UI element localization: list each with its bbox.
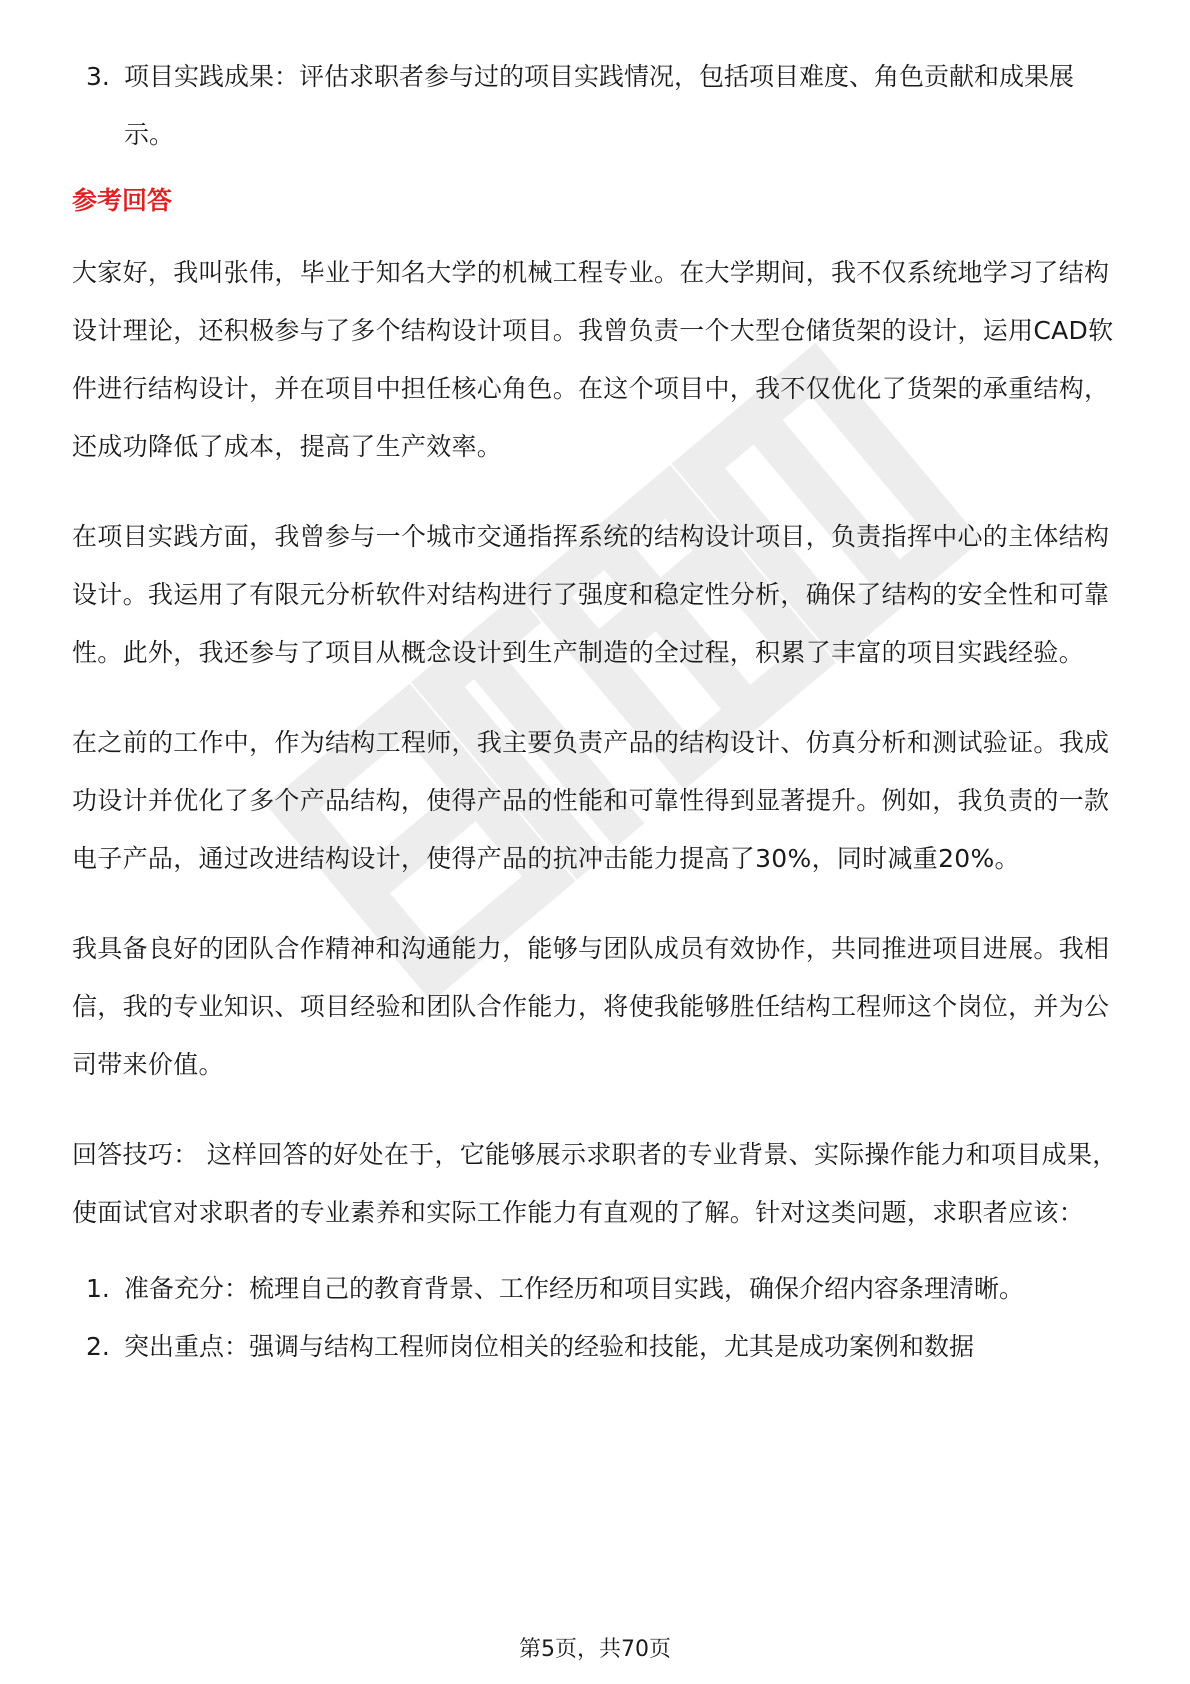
list-item-text: 突出重点：强调与结构工程师岗位相关的经验和技能，尤其是成功案例和数据 <box>124 1332 975 1361</box>
answer-paragraph: 在项目实践方面，我曾参与一个城市交通指挥系统的结构设计项目，负责指挥中心的主体结构设计。我运用了有限元分析软件对结构进行了强度和稳定性分析，确保了结构的安全性和可靠性。此外，我还参与了项目从概念设计到生产制造的全过程，积累了丰富的项目实践经验。 <box>72 522 1110 667</box>
criteria-list <box>72 48 1118 164</box>
list-item-text: 准备充分：梳理自己的教育背景、工作经历和项目实践，确保介绍内容条理清晰。 <box>124 1274 1025 1303</box>
list-item <box>72 1318 1118 1376</box>
list-item <box>72 1260 1118 1318</box>
tips-paragraph: 回答技巧： 这样回答的好处在于，它能够展示求职者的专业背景、实际操作能力和项目成果，使面试官对求职者的专业素养和实际工作能力有直观的了解。针对这类问题，求职者应该： <box>72 1140 1118 1227</box>
answer-paragraph: 我具备良好的团队合作精神和沟通能力，能够与团队成员有效协作，共同推进项目进展。我相信，我的专业知识、项目经验和团队合作能力，将使我能够胜任结构工程师这个岗位，并为公司带来价值。 <box>72 934 1110 1079</box>
list-item-number: 3. <box>86 62 110 91</box>
list-item-number: 2. <box>86 1332 110 1361</box>
section-heading: 参考回答 <box>72 186 173 215</box>
answer-paragraph: 大家好，我叫张伟，毕业于知名大学的机械工程专业。在大学期间，我不仅系统地学习了结构设计理论，还积极参与了多个结构设计项目。我曾负责一个大型仓储货架的设计，运用CAD软件进行结构设计，并在项目中担任核心角色。在这个项目中，我不仅优化了货架的承重结构，还成功降低了成本，提高了生产效率。 <box>72 258 1114 461</box>
answer-paragraph: 在之前的工作中，作为结构工程师，我主要负责产品的结构设计、仿真分析和测试验证。我成功设计并优化了多个产品结构，使得产品的性能和可靠性得到显著提升。例如，我负责的一款电子产品，通过改进结构设计，使得产品的抗冲击能力提高了30%，同时减重20%。 <box>72 728 1110 873</box>
list-item-number: 1. <box>86 1274 110 1303</box>
document-body <box>72 48 1118 1376</box>
list-item-text: 项目实践成果：评估求职者参与过的项目实践情况，包括项目难度、角色贡献和成果展示。 <box>124 62 1075 149</box>
tips-list <box>72 1260 1118 1376</box>
page-footer: 第5页，共70页 <box>519 1637 671 1662</box>
list-item <box>72 48 1118 164</box>
